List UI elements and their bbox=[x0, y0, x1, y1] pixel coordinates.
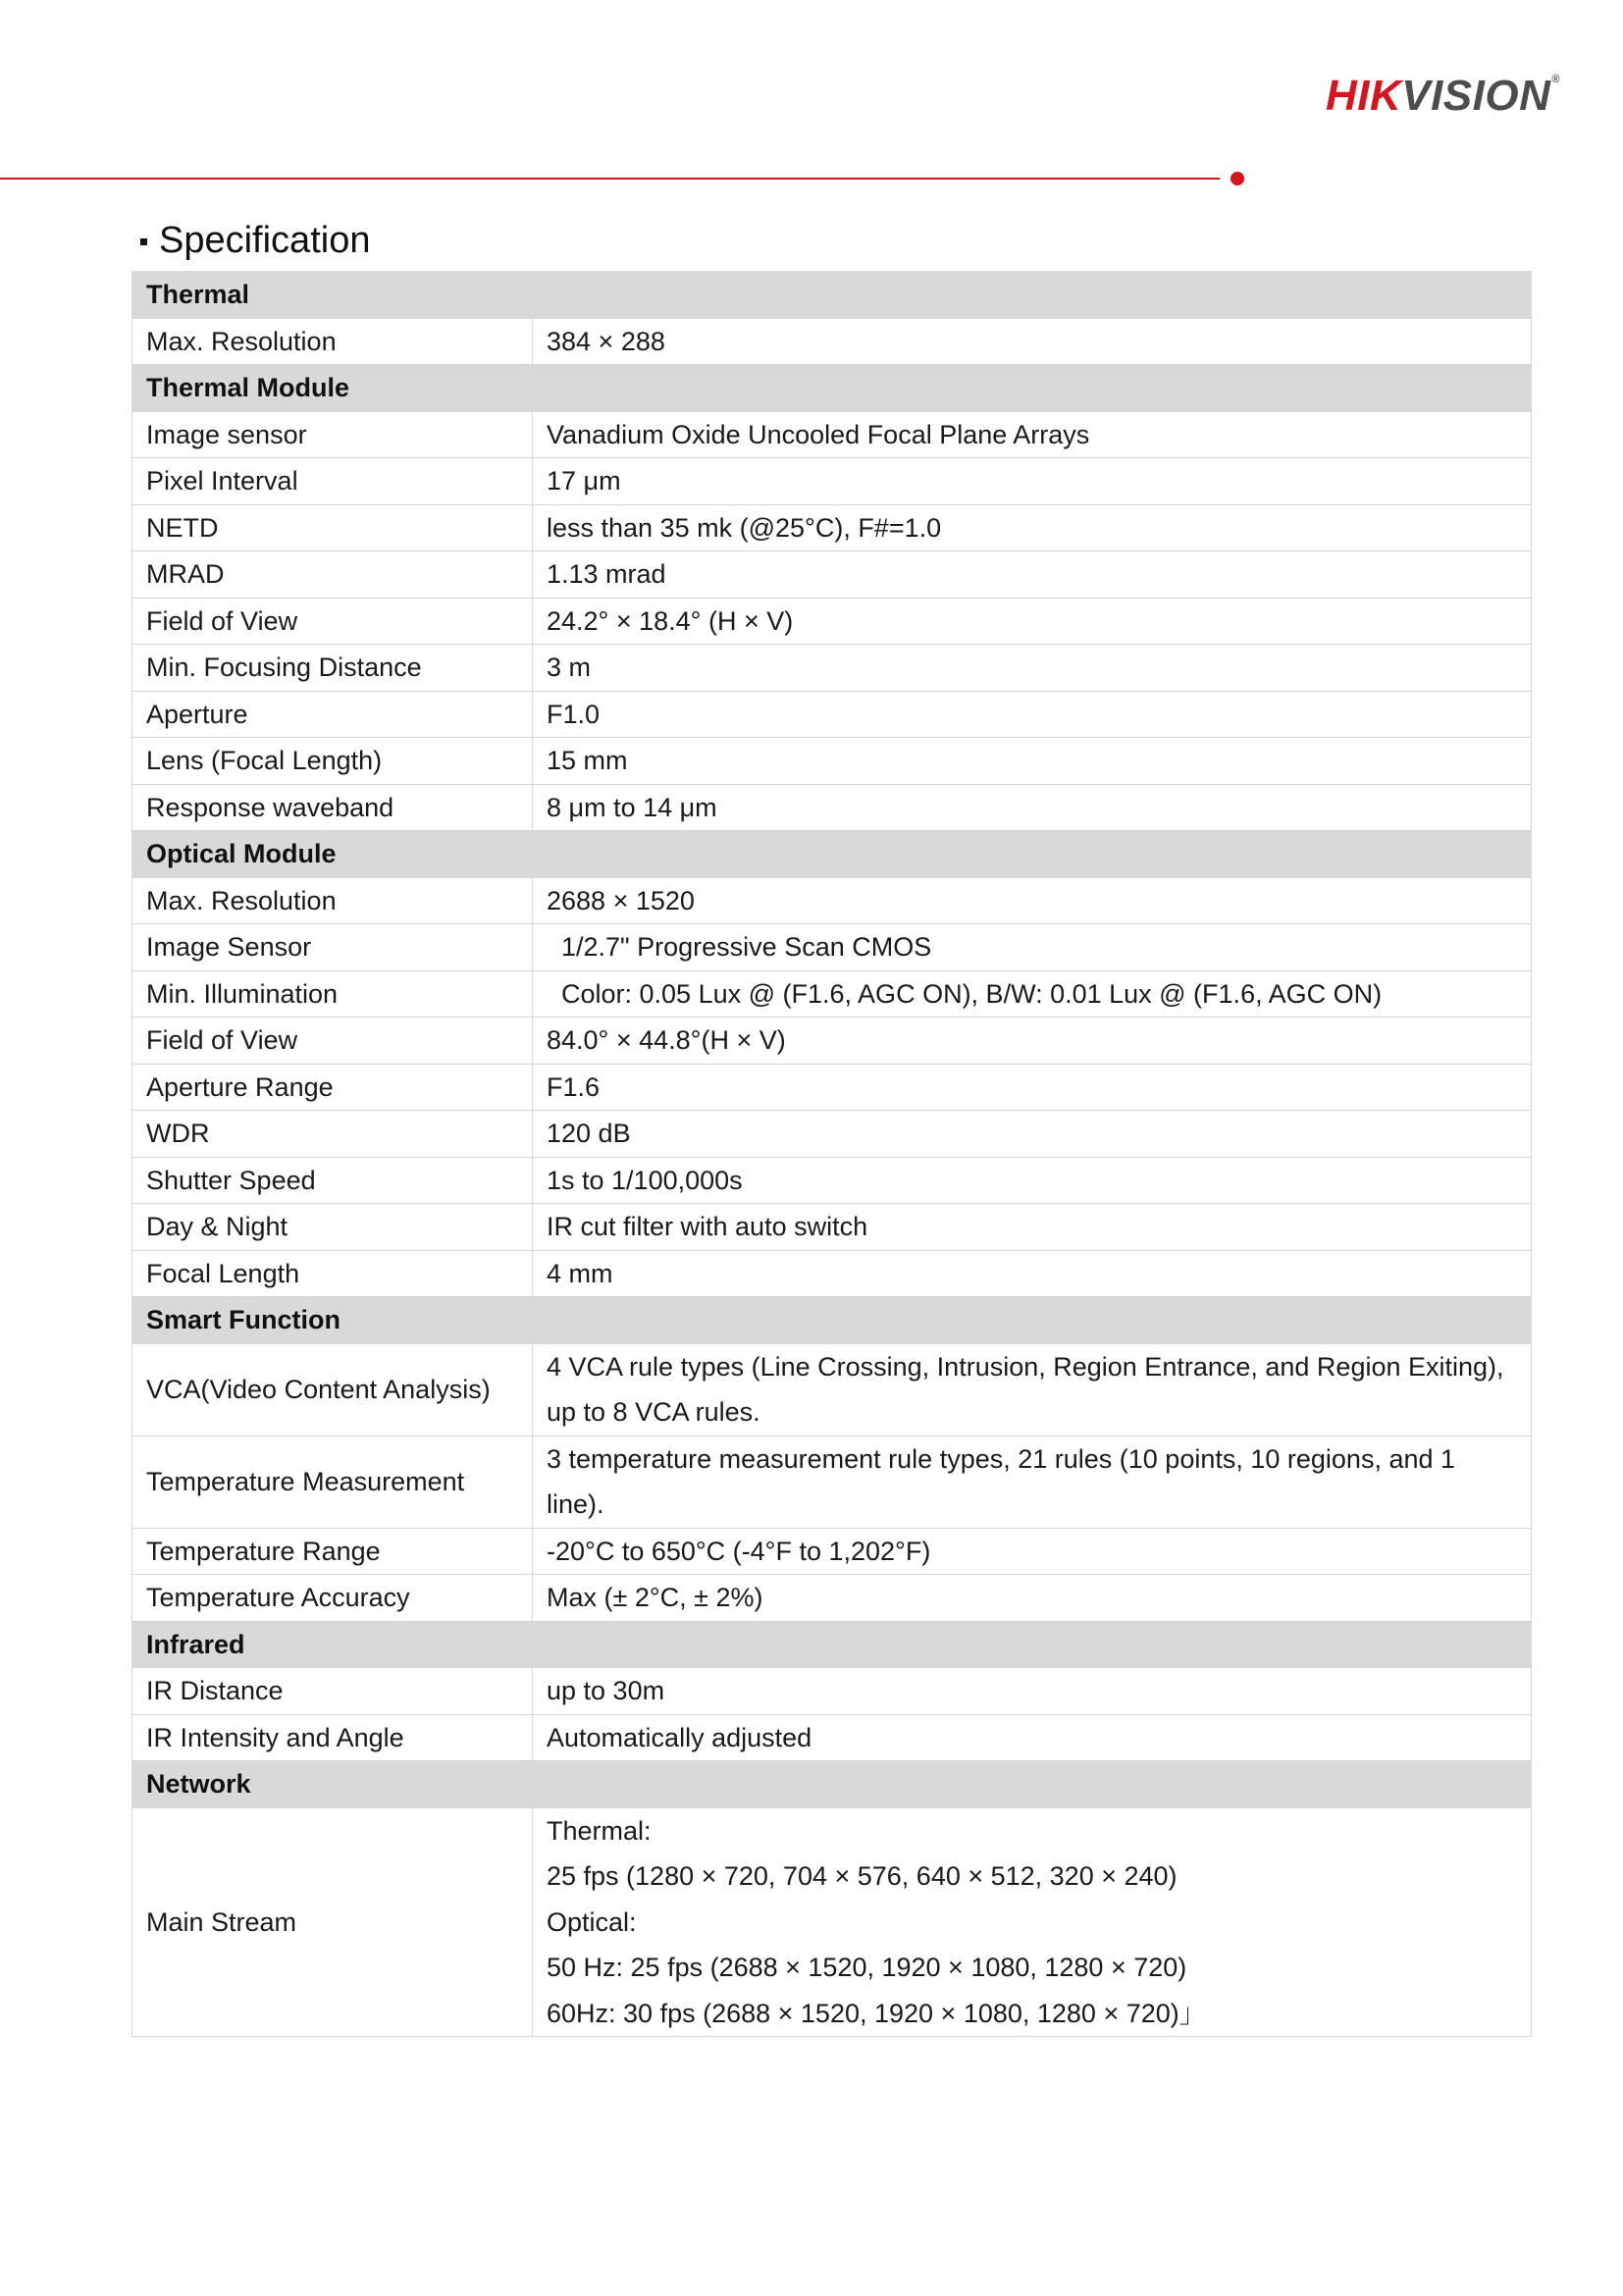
spec-row bbox=[132, 1111, 1532, 1158]
spec-value-line: 17 μm bbox=[547, 466, 621, 496]
spec-row bbox=[132, 1528, 1532, 1575]
spec-value-line: F1.6 bbox=[547, 1071, 601, 1102]
spec-value-line: line). bbox=[547, 1489, 604, 1519]
header-divider-dot bbox=[1230, 172, 1244, 185]
spec-value bbox=[533, 1343, 1532, 1435]
section-title-text: Specification bbox=[159, 220, 371, 261]
spec-value bbox=[533, 1064, 1532, 1111]
spec-value bbox=[533, 1204, 1532, 1251]
spec-label: VCA(Video Content Analysis) bbox=[132, 1343, 533, 1435]
spec-value-line: Color: 0.05 Lux @ (F1.6, AGC ON), B/W: 0.01 Lux @ (F1.6, AGC ON) bbox=[547, 978, 1383, 1009]
spec-value-line: IR cut filter with auto switch bbox=[547, 1212, 868, 1241]
spec-row bbox=[132, 691, 1532, 738]
spec-value bbox=[533, 645, 1532, 692]
spec-value bbox=[533, 1435, 1532, 1528]
spec-row bbox=[132, 784, 1532, 831]
section-header-row bbox=[132, 365, 1532, 412]
section-header-row bbox=[132, 831, 1532, 878]
spec-value-line: 50 Hz: 25 fps (2688 × 1520, 1920 × 1080, 1280 × 720) bbox=[547, 1953, 1187, 1982]
spec-row bbox=[132, 1204, 1532, 1251]
registered-mark: ® bbox=[1551, 74, 1560, 85]
spec-value-line: 8 μm to 14 μm bbox=[547, 792, 717, 822]
spec-label: Response waveband bbox=[132, 784, 533, 831]
spec-value-line: 120 dB bbox=[547, 1119, 631, 1148]
spec-value-line: Automatically adjusted bbox=[547, 1722, 812, 1752]
spec-value bbox=[533, 1157, 1532, 1204]
spec-value-line: 4 mm bbox=[547, 1258, 613, 1288]
spec-row bbox=[132, 1714, 1532, 1761]
spec-row bbox=[132, 924, 1532, 971]
section-header-label: Infrared bbox=[132, 1621, 1532, 1668]
spec-value bbox=[533, 1714, 1532, 1761]
spec-value-line: 1s to 1/100,000s bbox=[547, 1165, 743, 1195]
spec-value-line: 60Hz: 30 fps (2688 × 1520, 1920 × 1080, 1280 × 720)」 bbox=[547, 1998, 1206, 2028]
spec-row bbox=[132, 1668, 1532, 1715]
spec-value bbox=[533, 924, 1532, 971]
spec-label: MRAD bbox=[132, 551, 533, 599]
spec-row bbox=[132, 598, 1532, 645]
spec-label: Max. Resolution bbox=[132, 877, 533, 924]
spec-label: WDR bbox=[132, 1111, 533, 1158]
section-header-row bbox=[132, 272, 1532, 319]
spec-value-line: Max (± 2°C, ± 2%) bbox=[547, 1583, 763, 1612]
spec-value bbox=[533, 551, 1532, 599]
spec-label: Image sensor bbox=[132, 411, 533, 458]
spec-row bbox=[132, 318, 1532, 365]
spec-row bbox=[132, 877, 1532, 924]
spec-row bbox=[132, 970, 1532, 1018]
spec-label: Focal Length bbox=[132, 1250, 533, 1297]
spec-value bbox=[533, 598, 1532, 645]
spec-value-line: 4 VCA rule types (Line Crossing, Intrusion, Region Entrance, and Region Exiting), bbox=[547, 1351, 1504, 1382]
section-title bbox=[140, 222, 370, 259]
spec-label: Lens (Focal Length) bbox=[132, 738, 533, 785]
logo-text-hik: HIK bbox=[1325, 72, 1402, 120]
spec-row bbox=[132, 1435, 1532, 1528]
spec-row bbox=[132, 738, 1532, 785]
header-divider-line bbox=[0, 178, 1220, 180]
spec-value-line: F1.0 bbox=[547, 699, 601, 729]
spec-row bbox=[132, 411, 1532, 458]
spec-value bbox=[533, 1575, 1532, 1622]
spec-value bbox=[533, 970, 1532, 1018]
spec-value bbox=[533, 1528, 1532, 1575]
spec-label: Temperature Measurement bbox=[132, 1435, 533, 1528]
spec-row bbox=[132, 1157, 1532, 1204]
spec-value-line: 3 temperature measurement rule types, 21 rules (10 points, 10 regions, and 1 bbox=[547, 1443, 1456, 1474]
spec-value bbox=[533, 738, 1532, 785]
spec-label: NETD bbox=[132, 504, 533, 551]
spec-value-line: 384 × 288 bbox=[547, 326, 665, 356]
spec-value-line: less than 35 mk (@25°C), F#=1.0 bbox=[547, 512, 942, 543]
spec-value bbox=[533, 784, 1532, 831]
spec-value-line: 1/2.7" Progressive Scan CMOS bbox=[547, 932, 932, 962]
section-header-label: Network bbox=[132, 1761, 1532, 1808]
spec-label: Day & Night bbox=[132, 1204, 533, 1251]
spec-row bbox=[132, 504, 1532, 551]
spec-row bbox=[132, 1343, 1532, 1435]
spec-value-line: 25 fps (1280 × 720, 704 × 576, 640 × 512, 320 × 240) bbox=[547, 1861, 1178, 1891]
spec-row bbox=[132, 458, 1532, 505]
spec-row bbox=[132, 1250, 1532, 1297]
section-header-label: Optical Module bbox=[132, 831, 1532, 878]
spec-row bbox=[132, 1807, 1532, 2037]
spec-value-line: 24.2° × 18.4° (H × V) bbox=[547, 605, 794, 636]
spec-label: Temperature Accuracy bbox=[132, 1575, 533, 1622]
spec-label: Aperture bbox=[132, 691, 533, 738]
spec-value-line: 1.13 mrad bbox=[547, 559, 666, 589]
spec-label: Field of View bbox=[132, 598, 533, 645]
spec-label: Pixel Interval bbox=[132, 458, 533, 505]
spec-label: Min. Illumination bbox=[132, 970, 533, 1018]
section-header-row bbox=[132, 1761, 1532, 1808]
spec-value-line: 15 mm bbox=[547, 746, 628, 775]
spec-row bbox=[132, 551, 1532, 599]
spec-value-line: 2688 × 1520 bbox=[547, 885, 695, 915]
spec-value bbox=[533, 504, 1532, 551]
section-header-label: Thermal bbox=[132, 272, 1532, 319]
spec-value bbox=[533, 1250, 1532, 1297]
spec-value bbox=[533, 1111, 1532, 1158]
spec-value bbox=[533, 691, 1532, 738]
spec-value bbox=[533, 1018, 1532, 1065]
spec-row bbox=[132, 1064, 1532, 1111]
logo-text-vision: VISION bbox=[1401, 72, 1551, 120]
square-bullet-icon bbox=[140, 238, 147, 245]
spec-value-line: -20°C to 650°C (-4°F to 1,202°F) bbox=[547, 1536, 931, 1566]
spec-label: Max. Resolution bbox=[132, 318, 533, 365]
spec-label: Field of View bbox=[132, 1018, 533, 1065]
spec-row bbox=[132, 1018, 1532, 1065]
section-header-label: Smart Function bbox=[132, 1297, 1532, 1344]
spec-row bbox=[132, 645, 1532, 692]
spec-value bbox=[533, 1668, 1532, 1715]
spec-value bbox=[533, 877, 1532, 924]
spec-value-line: Thermal: bbox=[547, 1815, 652, 1846]
spec-label: Main Stream bbox=[132, 1807, 533, 2037]
spec-label: Aperture Range bbox=[132, 1064, 533, 1111]
spec-value-line: up to 30m bbox=[547, 1676, 665, 1705]
spec-label: Min. Focusing Distance bbox=[132, 645, 533, 692]
spec-row bbox=[132, 1575, 1532, 1622]
specification-table bbox=[131, 271, 1532, 2037]
section-header-label: Thermal Module bbox=[132, 365, 1532, 412]
spec-label: IR Distance bbox=[132, 1668, 533, 1715]
spec-value-line: Vanadium Oxide Uncooled Focal Plane Arrays bbox=[547, 419, 1090, 449]
spec-value bbox=[533, 458, 1532, 505]
spec-value-line: 84.0° × 44.8°(H × V) bbox=[547, 1025, 786, 1055]
spec-value bbox=[533, 411, 1532, 458]
specification-table-body bbox=[132, 272, 1532, 2037]
spec-label: Image Sensor bbox=[132, 924, 533, 971]
spec-value-line: up to 8 VCA rules. bbox=[547, 1397, 760, 1427]
section-header-row bbox=[132, 1297, 1532, 1344]
spec-value-line: 3 m bbox=[547, 652, 592, 682]
hikvision-logo bbox=[1325, 72, 1560, 120]
section-header-row bbox=[132, 1621, 1532, 1668]
spec-label: IR Intensity and Angle bbox=[132, 1714, 533, 1761]
spec-value-line: Optical: bbox=[547, 1906, 637, 1937]
spec-label: Temperature Range bbox=[132, 1528, 533, 1575]
spec-label: Shutter Speed bbox=[132, 1157, 533, 1204]
spec-value bbox=[533, 1807, 1532, 2037]
spec-value bbox=[533, 318, 1532, 365]
